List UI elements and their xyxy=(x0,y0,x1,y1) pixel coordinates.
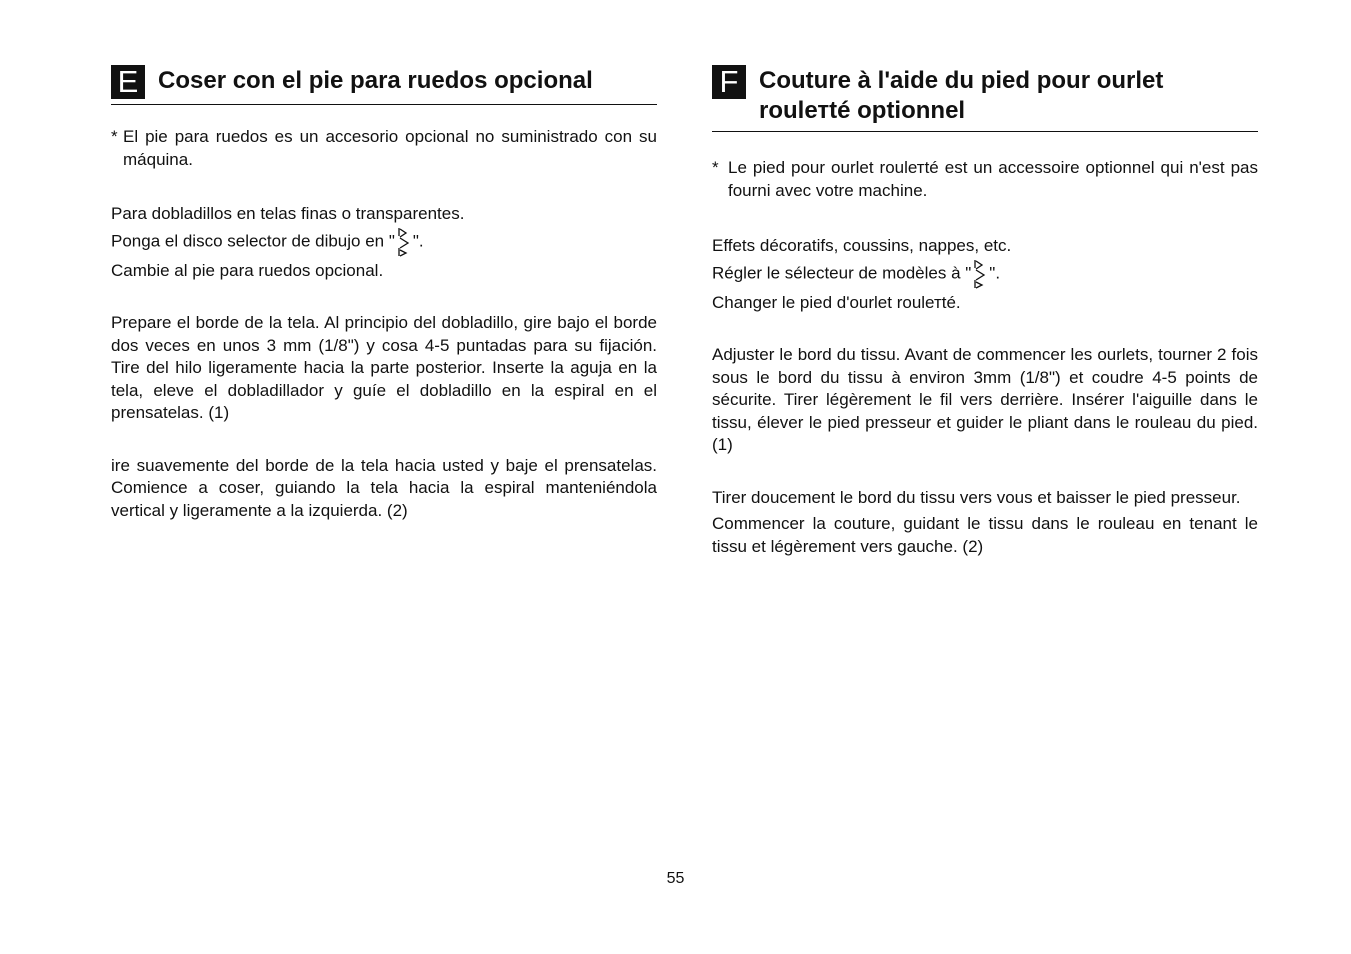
paragraph-3: Commencer la couture, guidant le tissu dans le rouleau en tenant le tissu et légèrement vers gauche. (2) xyxy=(712,514,1258,556)
paragraph-2: Tirer doucement le bord du tissu vers vous et baisser le pied presseur. xyxy=(712,487,1241,507)
instruction-text-before: Ponga el disco selector de dibujo en " xyxy=(111,231,395,251)
paragraph-1: Adjuster le bord du tissu. Avant de commencer les ourlets, tourner 2 fois sous le bord du tissu à environ 3mm (1/8") et coudre 4-5 points de sécurite. Tirer légèrement le fil vers derrière. Insérer l'aiguille dans le tissu, élever le pied presseur et guider le pliant dans le rouleau du pied. (1) xyxy=(712,345,1258,454)
instruction-line-1: Effets décoratifs, coussins, nappes, etc. xyxy=(712,236,1012,255)
note-marker: * xyxy=(712,158,719,177)
section-spanish xyxy=(111,65,657,522)
note xyxy=(111,125,657,171)
instruction-line-2 xyxy=(712,259,1258,289)
section-title: Couture à l'aide du pied pour ourlet roulетté optionnel xyxy=(759,67,1164,124)
note-text: El pie para ruedos es un accesorio opcional no suministrado con su máquina. xyxy=(123,127,657,169)
instruction-line-2 xyxy=(111,227,657,257)
instruction-text-after: ". xyxy=(989,263,1001,283)
instruction-text-after: ". xyxy=(412,231,424,251)
section-title: Coser con el pie para ruedos opcional xyxy=(158,67,593,94)
instruction-line-3: Cambie al pie para ruedos opcional. xyxy=(111,261,384,280)
instruction-text-before: Régler le sélecteur de modèles à " xyxy=(712,263,972,283)
blind-hem-stitch-icon xyxy=(973,259,987,289)
instructions-block xyxy=(111,200,657,284)
page-number: 55 xyxy=(666,870,685,887)
section-heading xyxy=(111,65,657,105)
note-marker: * xyxy=(111,127,118,146)
section-heading xyxy=(712,65,1258,132)
language-badge: F xyxy=(712,65,746,99)
note xyxy=(712,156,1258,202)
blind-hem-stitch-icon xyxy=(397,227,411,257)
section-french xyxy=(712,65,1258,558)
instruction-line-3: Changer le pied d'ourlet roulетté. xyxy=(712,293,961,312)
paragraph-2: ire suavemente del borde de la tela hacia usted y baje el prensatelas. Comience a coser, guiando la tela hacia la espiral manteniéndola vertical y ligeramente a la izquierda. (2) xyxy=(111,455,657,520)
instructions-block xyxy=(712,232,1258,316)
paragraph-1: Prepare el borde de la tela. Al principio del dobladillo, gire bajo el borde dos veces en unos 3 mm (1/8") y cosa 4-5 puntadas para su fijación. Tire del hilo ligeramente hacia la parte posterior. Inserte la aguja en la tela, eleve el dobladillador y guíe el dobladillo en la espiral en el prensatelas. (1) xyxy=(111,313,657,422)
note-text: Le pied pour ourlet roulетté est un accessoire optionnel qui n'est pas fourni avec votre machine. xyxy=(728,158,1258,200)
language-badge: E xyxy=(111,65,145,99)
instruction-line-1: Para dobladillos en telas finas o transparentes. xyxy=(111,204,465,223)
